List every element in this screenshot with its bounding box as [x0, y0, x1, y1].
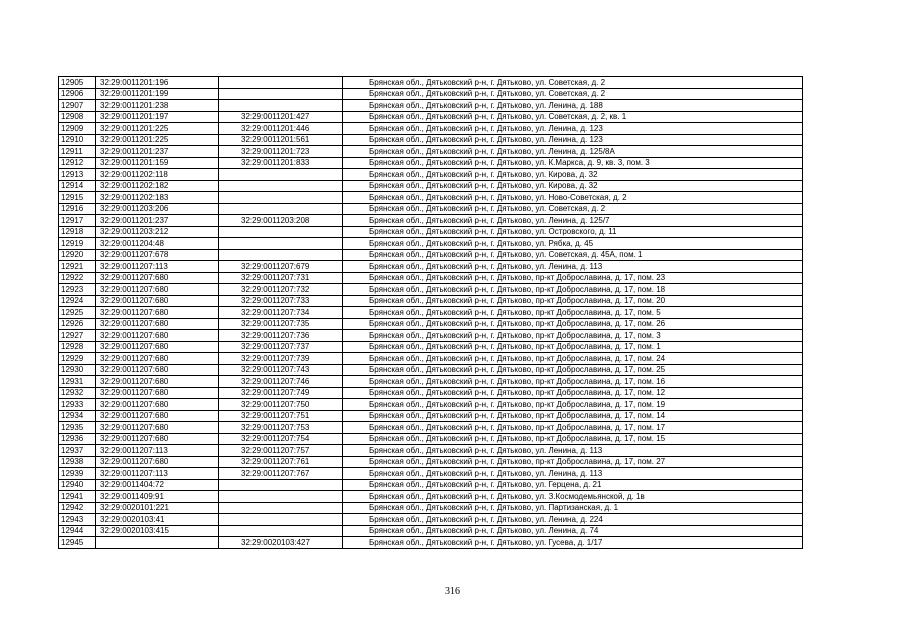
table-row — [59, 238, 803, 250]
address-cell: Брянская обл., Дятьковский р-н, г. Дятьково, ул. Советская, д. 2 — [343, 77, 803, 89]
related-number-cell: 32:29:0011201:561 — [219, 134, 343, 146]
table-row — [59, 307, 803, 319]
address-cell: Брянская обл., Дятьковский р-н, г. Дятьково, ул. Советская, д. 2 — [343, 88, 803, 100]
cadastral-number-cell: 32:29:0011201:237 — [96, 146, 219, 158]
row-number-cell: 12936 — [59, 433, 96, 445]
address-cell: Брянская обл., Дятьковский р-н, г. Дятьково, ул. Советская, д. 2, кв. 1 — [343, 111, 803, 123]
address-cell: Брянская обл., Дятьковский р-н, г. Дятьково, ул. Ленина, д. 74 — [343, 525, 803, 537]
related-number-cell: 32:29:0011201:723 — [219, 146, 343, 158]
related-number-cell: 32:29:0011201:833 — [219, 157, 343, 169]
address-cell: Брянская обл., Дятьковский р-н, г. Дятьково, ул. Партизанская, д. 1 — [343, 502, 803, 514]
row-number-cell: 12907 — [59, 100, 96, 112]
row-number-cell: 12917 — [59, 215, 96, 227]
row-number-cell: 12905 — [59, 77, 96, 89]
table-row — [59, 330, 803, 342]
row-number-cell: 12945 — [59, 537, 96, 549]
related-number-cell: 32:29:0011207:757 — [219, 445, 343, 457]
related-number-cell: 32:29:0011207:679 — [219, 261, 343, 273]
related-number-cell: 32:29:0011207:731 — [219, 272, 343, 284]
related-number-cell: 32:29:0011203:208 — [219, 215, 343, 227]
row-number-cell: 12935 — [59, 422, 96, 434]
cadastral-number-cell: 32:29:0011201:196 — [96, 77, 219, 89]
cadastral-number-cell: 32:29:0011207:680 — [96, 399, 219, 411]
table-row — [59, 111, 803, 123]
address-cell: Брянская обл., Дятьковский р-н, г. Дятьково, ул. К.Маркса, д. 9, кв. 3, пом. 3 — [343, 157, 803, 169]
cadastral-number-cell: 32:29:0011207:680 — [96, 295, 219, 307]
cadastral-number-cell: 32:29:0011404:72 — [96, 479, 219, 491]
cadastral-number-cell: 32:29:0011201:237 — [96, 215, 219, 227]
table-row — [59, 157, 803, 169]
address-cell: Брянская обл., Дятьковский р-н, г. Дятьково, пр-кт Доброславина, д. 17, пом. 18 — [343, 284, 803, 296]
cadastral-number-cell: 32:29:0020103:41 — [96, 514, 219, 526]
related-number-cell: 32:29:0011207:746 — [219, 376, 343, 388]
table-row — [59, 491, 803, 503]
cadastral-number-cell: 32:29:0011204:48 — [96, 238, 219, 250]
cadastral-number-cell: 32:29:0020103:415 — [96, 525, 219, 537]
table-row — [59, 192, 803, 204]
row-number-cell: 12933 — [59, 399, 96, 411]
table-row — [59, 387, 803, 399]
table-row — [59, 226, 803, 238]
cadastral-number-cell: 32:29:0011202:183 — [96, 192, 219, 204]
address-cell: Брянская обл., Дятьковский р-н, г. Дятьково, пр-кт Доброславина, д. 17, пом. 23 — [343, 272, 803, 284]
address-cell: Брянская обл., Дятьковский р-н, г. Дятьково, ул. Ленина, д. 125/8А — [343, 146, 803, 158]
row-number-cell: 12926 — [59, 318, 96, 330]
related-number-cell — [219, 479, 343, 491]
row-number-cell: 12914 — [59, 180, 96, 192]
address-cell: Брянская обл., Дятьковский р-н, г. Дятьково, пр-кт Доброславина, д. 17, пом. 25 — [343, 364, 803, 376]
table-row — [59, 341, 803, 353]
row-number-cell: 12938 — [59, 456, 96, 468]
address-cell: Брянская обл., Дятьковский р-н, г. Дятьково, пр-кт Доброславина, д. 17, пом. 26 — [343, 318, 803, 330]
row-number-cell: 12918 — [59, 226, 96, 238]
row-number-cell: 12939 — [59, 468, 96, 480]
cadastral-number-cell: 32:29:0011207:680 — [96, 284, 219, 296]
row-number-cell: 12925 — [59, 307, 96, 319]
related-number-cell: 32:29:0011207:735 — [219, 318, 343, 330]
address-cell: Брянская обл., Дятьковский р-н, г. Дятьково, ул. Ленина, д. 224 — [343, 514, 803, 526]
cadastral-number-cell: 32:29:0011202:118 — [96, 169, 219, 181]
address-cell: Брянская обл., Дятьковский р-н, г. Дятьково, ул. Кирова, д. 32 — [343, 180, 803, 192]
related-number-cell — [219, 192, 343, 204]
related-number-cell — [219, 491, 343, 503]
row-number-cell: 12942 — [59, 502, 96, 514]
cadastral-number-cell: 32:29:0011207:680 — [96, 376, 219, 388]
row-number-cell: 12922 — [59, 272, 96, 284]
cadastral-number-cell: 32:29:0011201:197 — [96, 111, 219, 123]
related-number-cell — [219, 77, 343, 89]
related-number-cell: 32:29:0011207:734 — [219, 307, 343, 319]
table-row — [59, 203, 803, 215]
related-number-cell: 32:29:0011207:737 — [219, 341, 343, 353]
row-number-cell: 12909 — [59, 123, 96, 135]
row-number-cell: 12916 — [59, 203, 96, 215]
related-number-cell: 32:29:0011207:767 — [219, 468, 343, 480]
table-row — [59, 249, 803, 261]
related-number-cell — [219, 180, 343, 192]
row-number-cell: 12910 — [59, 134, 96, 146]
cadastral-number-cell: 32:29:0011207:680 — [96, 364, 219, 376]
cadastral-number-cell: 32:29:0011201:225 — [96, 134, 219, 146]
table-row — [59, 134, 803, 146]
related-number-cell: 32:29:0011207:754 — [219, 433, 343, 445]
address-cell: Брянская обл., Дятьковский р-н, г. Дятьково, ул. Ленина, д. 123 — [343, 123, 803, 135]
related-number-cell: 32:29:0020103:427 — [219, 537, 343, 549]
row-number-cell: 12912 — [59, 157, 96, 169]
table-row — [59, 399, 803, 411]
table-row — [59, 146, 803, 158]
related-number-cell: 32:29:0011201:427 — [219, 111, 343, 123]
address-cell: Брянская обл., Дятьковский р-н, г. Дятьково, ул. Гусева, д. 1/17 — [343, 537, 803, 549]
cadastral-number-cell: 32:29:0011207:678 — [96, 249, 219, 261]
address-cell: Брянская обл., Дятьковский р-н, г. Дятьково, ул. Ленина, д. 113 — [343, 468, 803, 480]
cadastral-table — [58, 76, 803, 549]
cadastral-number-cell: 32:29:0011203:212 — [96, 226, 219, 238]
table-row — [59, 422, 803, 434]
row-number-cell: 12937 — [59, 445, 96, 457]
address-cell: Брянская обл., Дятьковский р-н, г. Дятьково, пр-кт Доброславина, д. 17, пом. 24 — [343, 353, 803, 365]
address-cell: Брянская обл., Дятьковский р-н, г. Дятьково, пр-кт Доброславина, д. 17, пом. 12 — [343, 387, 803, 399]
table-row — [59, 514, 803, 526]
table-body — [59, 77, 803, 549]
table-row — [59, 215, 803, 227]
row-number-cell: 12923 — [59, 284, 96, 296]
address-cell: Брянская обл., Дятьковский р-н, г. Дятьково, ул. Ленина, д. 123 — [343, 134, 803, 146]
cadastral-number-cell: 32:29:0011207:113 — [96, 445, 219, 457]
address-cell: Брянская обл., Дятьковский р-н, г. Дятьково, ул. Кирова, д. 32 — [343, 169, 803, 181]
address-cell: Брянская обл., Дятьковский р-н, г. Дятьково, ул. Островского, д. 11 — [343, 226, 803, 238]
address-cell: Брянская обл., Дятьковский р-н, г. Дятьково, пр-кт Доброславина, д. 17, пом. 14 — [343, 410, 803, 422]
address-cell: Брянская обл., Дятьковский р-н, г. Дятьково, ул. Ново-Советская, д. 2 — [343, 192, 803, 204]
table-row — [59, 364, 803, 376]
table-row — [59, 261, 803, 273]
related-number-cell: 32:29:0011201:446 — [219, 123, 343, 135]
table-row — [59, 525, 803, 537]
page-number: 316 — [445, 586, 460, 597]
related-number-cell: 32:29:0011207:732 — [219, 284, 343, 296]
address-cell: Брянская обл., Дятьковский р-н, г. Дятьково, ул. Советская, д. 2 — [343, 203, 803, 215]
cadastral-number-cell: 32:29:0011207:680 — [96, 433, 219, 445]
related-number-cell: 32:29:0011207:736 — [219, 330, 343, 342]
related-number-cell: 32:29:0011207:733 — [219, 295, 343, 307]
cadastral-number-cell: 32:29:0011409:91 — [96, 491, 219, 503]
row-number-cell: 12928 — [59, 341, 96, 353]
address-cell: Брянская обл., Дятьковский р-н, г. Дятьково, ул. З.Космодемьянской, д. 1в — [343, 491, 803, 503]
row-number-cell: 12934 — [59, 410, 96, 422]
table-row — [59, 468, 803, 480]
cadastral-number-cell: 32:29:0011207:680 — [96, 272, 219, 284]
address-cell: Брянская обл., Дятьковский р-н, г. Дятьково, ул. Ленина, д. 113 — [343, 261, 803, 273]
related-number-cell: 32:29:0011207:761 — [219, 456, 343, 468]
related-number-cell — [219, 100, 343, 112]
related-number-cell: 32:29:0011207:753 — [219, 422, 343, 434]
table-row — [59, 318, 803, 330]
related-number-cell — [219, 203, 343, 215]
table-row — [59, 353, 803, 365]
cadastral-number-cell: 32:29:0011201:199 — [96, 88, 219, 100]
cadastral-number-cell: 32:29:0011207:680 — [96, 353, 219, 365]
row-number-cell: 12906 — [59, 88, 96, 100]
address-cell: Брянская обл., Дятьковский р-н, г. Дятьково, ул. Ленина, д. 125/7 — [343, 215, 803, 227]
table-row — [59, 445, 803, 457]
row-number-cell: 12908 — [59, 111, 96, 123]
row-number-cell: 12913 — [59, 169, 96, 181]
address-cell: Брянская обл., Дятьковский р-н, г. Дятьково, пр-кт Доброславина, д. 17, пом. 1 — [343, 341, 803, 353]
row-number-cell: 12911 — [59, 146, 96, 158]
cadastral-number-cell: 32:29:0011207:680 — [96, 387, 219, 399]
table-row — [59, 169, 803, 181]
cadastral-number-cell: 32:29:0011207:113 — [96, 468, 219, 480]
row-number-cell: 12943 — [59, 514, 96, 526]
address-cell: Брянская обл., Дятьковский р-н, г. Дятьково, ул. Рябка, д. 45 — [343, 238, 803, 250]
cadastral-number-cell: 32:29:0011207:113 — [96, 261, 219, 273]
related-number-cell: 32:29:0011207:751 — [219, 410, 343, 422]
row-number-cell: 12932 — [59, 387, 96, 399]
row-number-cell: 12930 — [59, 364, 96, 376]
row-number-cell: 12919 — [59, 238, 96, 250]
related-number-cell: 32:29:0011207:743 — [219, 364, 343, 376]
cadastral-number-cell: 32:29:0011202:182 — [96, 180, 219, 192]
table-row — [59, 295, 803, 307]
related-number-cell: 32:29:0011207:739 — [219, 353, 343, 365]
related-number-cell: 32:29:0011207:750 — [219, 399, 343, 411]
table-row — [59, 88, 803, 100]
table-row — [59, 537, 803, 549]
row-number-cell: 12921 — [59, 261, 96, 273]
row-number-cell: 12924 — [59, 295, 96, 307]
related-number-cell — [219, 226, 343, 238]
table-row — [59, 479, 803, 491]
table-row — [59, 433, 803, 445]
table-row — [59, 284, 803, 296]
related-number-cell — [219, 88, 343, 100]
related-number-cell — [219, 502, 343, 514]
address-cell: Брянская обл., Дятьковский р-н, г. Дятьково, пр-кт Доброславина, д. 17, пом. 16 — [343, 376, 803, 388]
row-number-cell: 12920 — [59, 249, 96, 261]
address-cell: Брянская обл., Дятьковский р-н, г. Дятьково, пр-кт Доброславина, д. 17, пом. 15 — [343, 433, 803, 445]
cadastral-number-cell: 32:29:0020101:221 — [96, 502, 219, 514]
address-cell: Брянская обл., Дятьковский р-н, г. Дятьково, пр-кт Доброславина, д. 17, пом. 20 — [343, 295, 803, 307]
table-row — [59, 77, 803, 89]
address-cell: Брянская обл., Дятьковский р-н, г. Дятьково, пр-кт Доброславина, д. 17, пом. 3 — [343, 330, 803, 342]
table-row — [59, 272, 803, 284]
table-row — [59, 180, 803, 192]
related-number-cell — [219, 525, 343, 537]
row-number-cell: 12927 — [59, 330, 96, 342]
related-number-cell: 32:29:0011207:749 — [219, 387, 343, 399]
cadastral-number-cell — [96, 537, 219, 549]
cadastral-number-cell: 32:29:0011207:680 — [96, 318, 219, 330]
address-cell: Брянская обл., Дятьковский р-н, г. Дятьково, пр-кт Доброславина, д. 17, пом. 5 — [343, 307, 803, 319]
cadastral-number-cell: 32:29:0011207:680 — [96, 307, 219, 319]
related-number-cell — [219, 238, 343, 250]
address-cell: Брянская обл., Дятьковский р-н, г. Дятьково, пр-кт Доброславина, д. 17, пом. 27 — [343, 456, 803, 468]
cadastral-number-cell: 32:29:0011203:206 — [96, 203, 219, 215]
address-cell: Брянская обл., Дятьковский р-н, г. Дятьково, ул. Советская, д. 45А, пом. 1 — [343, 249, 803, 261]
address-cell: Брянская обл., Дятьковский р-н, г. Дятьково, пр-кт Доброславина, д. 17, пом. 19 — [343, 399, 803, 411]
row-number-cell: 12929 — [59, 353, 96, 365]
table-row — [59, 123, 803, 135]
cadastral-number-cell: 32:29:0011207:680 — [96, 422, 219, 434]
related-number-cell — [219, 249, 343, 261]
cadastral-number-cell: 32:29:0011207:680 — [96, 341, 219, 353]
address-cell: Брянская обл., Дятьковский р-н, г. Дятьково, ул. Ленина, д. 188 — [343, 100, 803, 112]
cadastral-number-cell: 32:29:0011201:238 — [96, 100, 219, 112]
cadastral-number-cell: 32:29:0011207:680 — [96, 330, 219, 342]
related-number-cell — [219, 169, 343, 181]
cadastral-number-cell: 32:29:0011201:159 — [96, 157, 219, 169]
address-cell: Брянская обл., Дятьковский р-н, г. Дятьково, пр-кт Доброславина, д. 17, пом. 17 — [343, 422, 803, 434]
cadastral-number-cell: 32:29:0011207:680 — [96, 410, 219, 422]
row-number-cell: 12940 — [59, 479, 96, 491]
table-row — [59, 456, 803, 468]
address-cell: Брянская обл., Дятьковский р-н, г. Дятьково, ул. Герцена, д. 21 — [343, 479, 803, 491]
table-row — [59, 502, 803, 514]
row-number-cell: 12915 — [59, 192, 96, 204]
table-row — [59, 100, 803, 112]
row-number-cell: 12931 — [59, 376, 96, 388]
table-row — [59, 410, 803, 422]
cadastral-number-cell: 32:29:0011207:680 — [96, 456, 219, 468]
table-row — [59, 376, 803, 388]
row-number-cell: 12941 — [59, 491, 96, 503]
cadastral-number-cell: 32:29:0011201:225 — [96, 123, 219, 135]
related-number-cell — [219, 514, 343, 526]
row-number-cell: 12944 — [59, 525, 96, 537]
address-cell: Брянская обл., Дятьковский р-н, г. Дятьково, ул. Ленина, д. 113 — [343, 445, 803, 457]
